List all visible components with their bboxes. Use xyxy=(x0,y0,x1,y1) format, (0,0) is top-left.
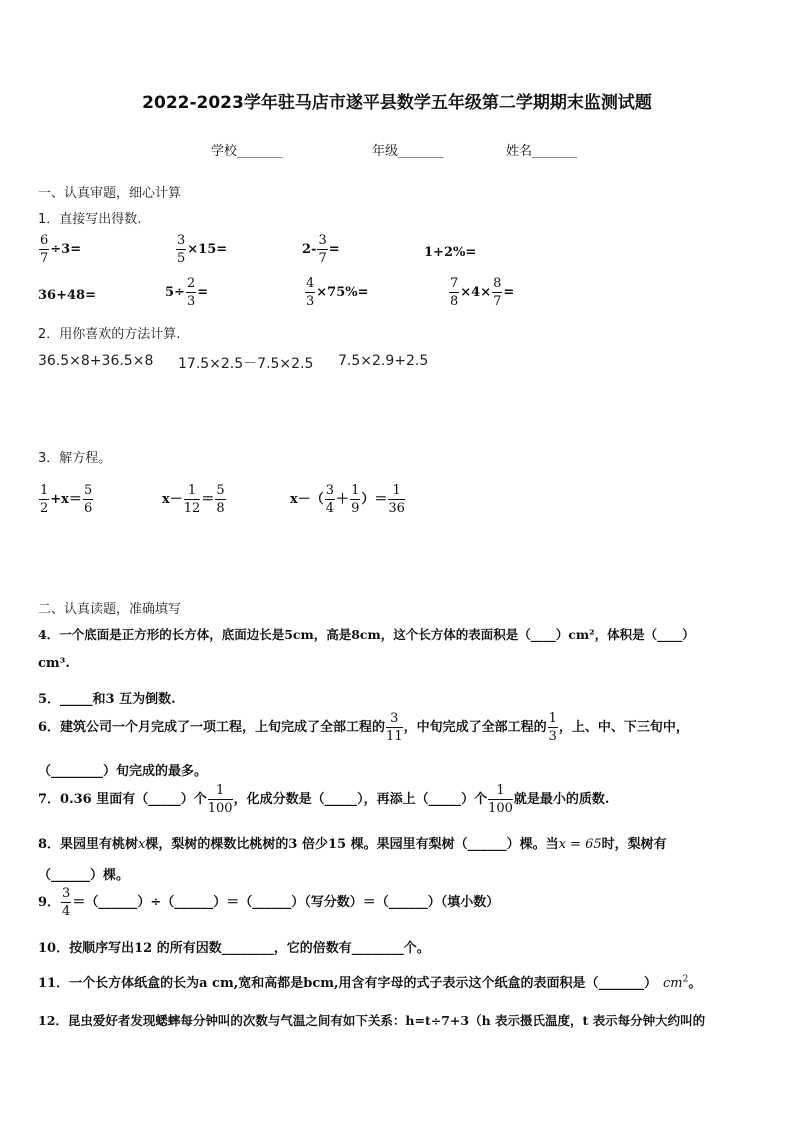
q1-label: 1．直接写出得数. xyxy=(38,212,142,227)
q5: 5．_____和3 互为倒数. xyxy=(38,692,176,707)
fraction: $\frac{5}{6}$ xyxy=(83,483,93,516)
q1-item-f: 5÷ $\frac{2}{3}$ = xyxy=(165,276,209,309)
fraction: $\frac{5}{8}$ xyxy=(216,483,225,516)
name-field: 姓名_______ xyxy=(506,144,578,159)
fraction: $\frac{4}{3}$ xyxy=(306,276,315,309)
fraction: $\frac{7}{8}$ xyxy=(450,276,459,309)
q3-label: 3．解方程。 xyxy=(38,451,112,466)
q1-item-c: 2- $\frac{3}{7}$ = xyxy=(302,233,340,266)
q8-line2: （______）棵。 xyxy=(38,868,130,883)
q1-item-h: $\frac{7}{8}$ ×4× $\frac{8}{7}$ = xyxy=(450,276,515,309)
q12: 12．昆虫爱好者发现蟋蟀每分钟叫的次数与气温之间有如下关系：h=t÷7+3（h 表示摄氏温度，t 表示每分钟大约叫的 xyxy=(38,1013,706,1028)
fraction: $\frac{3}{5}$ xyxy=(177,233,186,266)
q1-item-a: $\frac{6}{7}$ ÷3= xyxy=(40,233,82,266)
fraction: $\frac{1}{12}$ xyxy=(183,483,201,516)
fraction: $\frac{3}{11}$ xyxy=(386,711,403,744)
q11: 11．一个长方体纸盒的长为a cm,宽和高都是bcm,用含有字母的式子表示这个纸盒的表面积是（_______） $cm^2$。 xyxy=(38,974,702,991)
fraction: $\frac{3}{7}$ xyxy=(318,233,327,266)
q9: 9． $\frac{3}{4}$ ＝（______）÷（______）＝（______）（写分数）＝（______）（填小数） xyxy=(38,886,500,919)
fraction: $\frac{3}{4}$ xyxy=(325,483,335,516)
fraction: $\frac{6}{7}$ xyxy=(40,233,49,266)
fraction: $\frac{1}{9}$ xyxy=(351,483,360,516)
q4-line2: cm³. xyxy=(38,656,70,671)
grade-field: 年级_______ xyxy=(372,144,444,159)
fraction: $\frac{1}{100}$ xyxy=(207,783,233,816)
fraction: $\frac{3}{4}$ xyxy=(62,886,71,919)
q6-line2: （________）旬完成的最多。 xyxy=(38,764,208,779)
fraction: $\frac{1}{36}$ xyxy=(388,483,405,516)
fraction: $\frac{1}{3}$ xyxy=(548,711,557,744)
section1-heading: 一、认真审题，细心计算 xyxy=(38,186,182,201)
fraction: $\frac{1}{2}$ xyxy=(40,483,49,516)
q10: 10．按顺序写出12 的所有因数________，它的倍数有________个。 xyxy=(38,941,430,956)
q7: 7．0.36 里面有（_____）个 $\frac{1}{100}$ ，化成分数是（_____），再添上（_____）个 $\frac{1}{100}$ 就是最小的质数. xyxy=(38,783,610,816)
q2-item-a: 36.5×8+36.5×8 xyxy=(38,353,154,369)
q3-item-b: x－ $\frac{1}{12}$ ＝ $\frac{5}{8}$ xyxy=(162,483,225,516)
q2-item-c: 7.5×2.9+2.5 xyxy=(338,353,429,369)
fraction: $\frac{8}{7}$ xyxy=(493,276,502,309)
q1-item-d: 1+2%= xyxy=(424,245,477,260)
q2-label: 2．用你喜欢的方法计算. xyxy=(38,327,181,342)
q2-item-b: 17.5×2.5－7.5×2.5 xyxy=(178,356,314,372)
q1-item-b: $\frac{3}{5}$ ×15= xyxy=(177,233,228,266)
q6-line1: 6．建筑公司一个月完成了一项工程，上旬完成了全部工程的 $\frac{3}{11}$ ，中旬完成了全部工程的 $\frac{1}{3}$ ，上、中、下三旬中， xyxy=(38,711,689,744)
fraction: $\frac{2}{3}$ xyxy=(186,276,196,309)
q3-item-c: x－（ $\frac{3}{4}$ ＋ $\frac{1}{9}$ ）＝ $\frac{1}{36}$ xyxy=(290,483,405,516)
q1-item-g: $\frac{4}{3}$ ×75%= xyxy=(306,276,369,309)
page-title: 2022-2023学年驻马店市遂平县数学五年级第二学期期末监测试题 xyxy=(142,93,652,113)
q4-line1: 4．一个底面是正方形的长方体，底面边长是5cm，高是8cm，这个长方体的表面积是（____）cm²，体积是（____） xyxy=(38,627,695,642)
q1-item-e: 36+48= xyxy=(38,288,96,303)
fraction: $\frac{1}{100}$ xyxy=(488,783,513,816)
q3-item-a: $\frac{1}{2}$ +x＝ $\frac{5}{6}$ xyxy=(40,483,93,516)
section2-heading: 二、认真读题，准确填写 xyxy=(38,602,182,617)
q8-line1: 8．果园里有桃树x棵，梨树的棵数比桃树的3 倍少15 棵。果园里有梨树（______）棵。当x = 65时，梨树有 xyxy=(38,837,667,852)
school-field: 学校_______ xyxy=(211,144,283,159)
